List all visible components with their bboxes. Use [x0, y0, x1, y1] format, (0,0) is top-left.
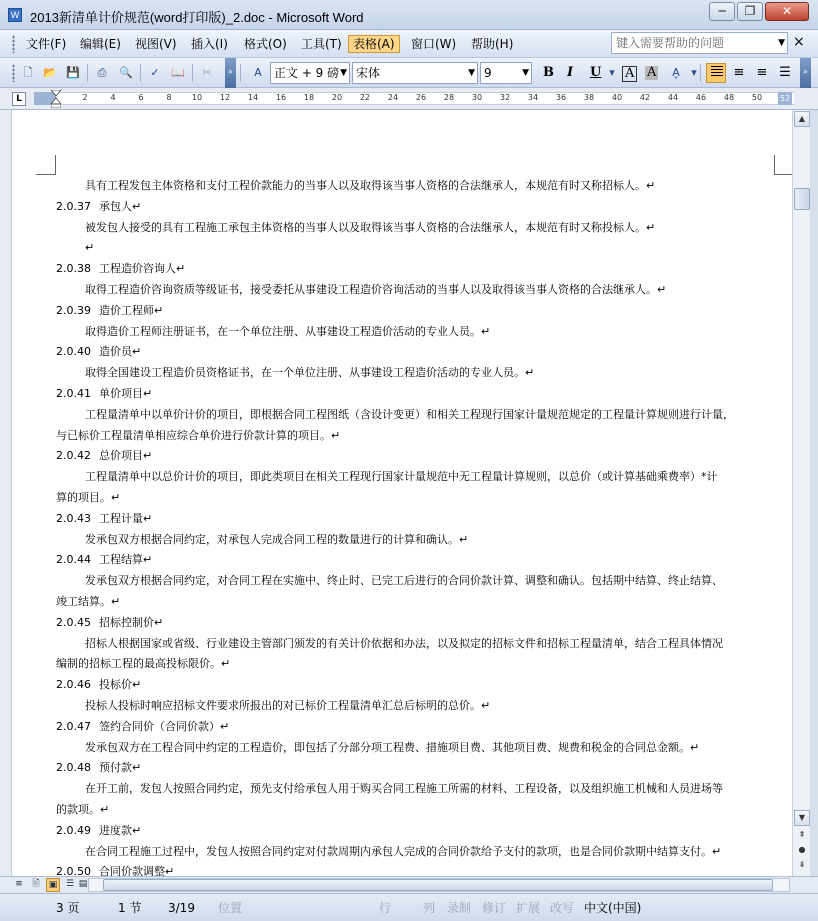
body-text-line: 竣工结算。↵ — [56, 595, 121, 608]
menu-insert[interactable]: 插入(I) — [191, 37, 228, 51]
tab-selector[interactable]: L — [12, 92, 26, 106]
vertical-ruler — [0, 110, 12, 876]
window-title: 2013新清单计价规范(word打印版)_2.doc - Microsoft Word — [30, 10, 364, 25]
window-edge — [810, 110, 818, 876]
document-area[interactable] — [12, 110, 792, 876]
ruler-number: 30 — [471, 93, 483, 102]
clause-number: 2.0.38 — [56, 262, 91, 275]
web-view-icon[interactable]: 🖹 — [32, 879, 40, 889]
ruler-number: 2 — [82, 93, 88, 102]
underline-dropdown-icon[interactable]: ▾ — [609, 66, 615, 79]
clause-number: 2.0.48 — [56, 761, 91, 774]
ruler-number: 10 — [191, 93, 203, 102]
menu-help[interactable]: 帮助(H) — [471, 37, 514, 51]
status-record[interactable]: 录制 — [447, 901, 472, 915]
clause-number: 2.0.39 — [56, 304, 91, 317]
body-text-line: 取得造价工程师注册证书，在一个单位注册、从事建设工程造价活动的专业人员。↵ — [85, 325, 491, 338]
clause-number: 2.0.40 — [56, 345, 91, 358]
clause-number: 2.0.43 — [56, 512, 91, 525]
styles-formatting-icon[interactable]: A — [254, 66, 262, 79]
indent-marker-icon[interactable] — [51, 90, 61, 108]
cut-icon[interactable]: ✂ — [202, 66, 212, 79]
crop-mark — [36, 174, 56, 175]
open-folder-icon[interactable]: 📂 — [43, 66, 57, 79]
ruler-number: 48 — [723, 93, 735, 102]
chevron-down-icon[interactable]: ▼ — [778, 38, 785, 48]
ruler-number: 38 — [583, 93, 595, 102]
clause-title: 造价员↵ — [99, 345, 142, 358]
font-select[interactable] — [352, 62, 478, 84]
horizontal-ruler[interactable] — [0, 88, 818, 110]
normal-view-icon[interactable]: ≡ — [15, 879, 23, 889]
scroll-up-icon[interactable]: ▲ — [794, 111, 810, 127]
toolbar-separator — [700, 64, 701, 82]
ruler-number: 8 — [166, 93, 172, 102]
body-text-line: 发承包双方根据合同约定，对合同工程在实施中、终止时、已完工后进行的合同价款计算、调整和确认。包括期中结算、终止结算、 — [85, 574, 723, 587]
horizontal-scrollbar[interactable] — [88, 878, 790, 892]
align-right-icon[interactable]: ≡ — [756, 65, 768, 80]
body-text-line: 发承包双方在工程合同中约定的工程造价，即包括了分部分项工程费、措施项目费、其他项目费、规费和税金的合同总金额。↵ — [85, 741, 700, 754]
body-text-line: 取得全国建设工程造价员资格证书，在一个单位注册、从事建设工程造价活动的专业人员。↵ — [85, 366, 535, 379]
char-shading-button[interactable]: A — [647, 65, 657, 80]
previous-page-icon[interactable]: ⇞ — [798, 830, 806, 839]
style-select[interactable] — [270, 62, 350, 84]
body-text-line: 投标人投标时响应招标文件要求所报出的对已标价工程量清单汇总后标明的总价。↵ — [85, 699, 491, 712]
status-page: 3 页 — [56, 901, 80, 915]
ruler-number: 18 — [303, 93, 315, 102]
menu-table[interactable]: 表格(A) — [348, 35, 400, 53]
print-icon[interactable]: ⎙ — [97, 66, 107, 79]
clause-title: 招标控制价↵ — [99, 616, 164, 629]
clause-title: 投标价↵ — [99, 678, 142, 691]
clause-number: 2.0.41 — [56, 387, 91, 400]
body-text-line: 招标人根据国家或省级、行业建设主管部门颁发的有关计价依据和办法，以及拟定的招标文件和招标工程量清单，结合工程具体情况 — [85, 637, 723, 650]
justify-icon — [711, 66, 723, 78]
ruler-number: 36 — [555, 93, 567, 102]
menu-file[interactable]: 文件(F) — [26, 37, 67, 51]
clause-title: 总价项目↵ — [99, 449, 153, 462]
body-text-line: ↵ — [85, 241, 95, 254]
body-text-line: 的款项。↵ — [56, 803, 110, 816]
toolbar-separator — [87, 64, 88, 82]
ruler-end-label: 52 — [779, 94, 791, 103]
ruler-number: 26 — [415, 93, 427, 102]
clause-number: 2.0.49 — [56, 824, 91, 837]
scaling-dropdown-icon[interactable]: ▾ — [691, 66, 697, 79]
ruler-number: 50 — [751, 93, 763, 102]
clause-title: 工程计量↵ — [99, 512, 153, 525]
menu-tools[interactable]: 工具(T) — [301, 37, 342, 51]
ruler-number: 16 — [275, 93, 287, 102]
body-text-line: 工程量清单中以单价计价的项目，即根据合同工程图纸（含设计变更）和相关工程现行国家计量规范规定的工程量计算规则进行计量， — [85, 408, 734, 421]
clause-title: 造价工程师↵ — [99, 304, 164, 317]
browse-object-icon[interactable]: ● — [798, 845, 806, 854]
ruler-number: 44 — [667, 93, 679, 102]
crop-mark — [36, 155, 56, 175]
bold-button[interactable]: B — [543, 65, 554, 80]
scroll-down-icon[interactable]: ▼ — [794, 810, 810, 826]
clause-title: 合同价款调整↵ — [99, 865, 175, 876]
status-revise[interactable]: 修订 — [482, 901, 507, 915]
align-center-icon[interactable]: ≡ — [733, 65, 745, 80]
new-document-icon[interactable]: 🗋 — [23, 66, 33, 79]
ruler-number: 4 — [110, 93, 116, 102]
clause-number: 2.0.44 — [56, 553, 91, 566]
status-overwrite[interactable]: 改写 — [550, 901, 575, 915]
status-section: 1 节 — [118, 901, 142, 915]
status-language[interactable]: 中文(中国) — [584, 901, 642, 915]
distributed-align-icon[interactable]: ☰ — [779, 65, 791, 80]
status-line: 行 — [379, 901, 392, 915]
horizontal-scroll-thumb[interactable] — [103, 879, 773, 891]
status-column: 列 — [423, 901, 436, 915]
crop-mark — [774, 155, 775, 175]
ruler-number: 46 — [695, 93, 707, 102]
toolbar-grip[interactable] — [12, 64, 15, 82]
clause-title: 单价项目↵ — [99, 387, 153, 400]
ruler-number: 40 — [611, 93, 623, 102]
help-search-input[interactable] — [611, 32, 788, 54]
vertical-scrollbar[interactable] — [792, 110, 810, 876]
font-size-value: 9 — [484, 66, 492, 80]
ruler-number: 20 — [331, 93, 343, 102]
clause-title: 进度款↵ — [99, 824, 142, 837]
minimize-button[interactable]: ─ — [709, 2, 735, 21]
help-placeholder: 键入需要帮助的问题 — [616, 36, 725, 50]
font-size-select[interactable] — [480, 62, 532, 84]
body-text-line: 被发包人接受的具有工程施工承包主体资格的当事人以及取得该当事人资格的合法继承人，本规范有时又称投标人。↵ — [85, 221, 656, 234]
clause-title: 工程造价咨询人↵ — [99, 262, 186, 275]
toolbar-options-chevron-icon[interactable]: » — [225, 58, 236, 88]
toolbar-options-chevron-icon[interactable]: » — [800, 58, 811, 88]
clause-number: 2.0.50 — [56, 865, 91, 876]
char-border-button[interactable]: A — [622, 66, 637, 82]
clause-title: 预付款↵ — [99, 761, 142, 774]
ruler-number: 32 — [499, 93, 511, 102]
clause-number: 2.0.45 — [56, 616, 91, 629]
body-text-line: 在合同工程施工过程中，发包人按照合同约定对付款周期内承包人完成的合同价款给予支付的款项，也是合同价款期中结算支付。↵ — [85, 845, 722, 858]
close-button[interactable]: ✕ — [765, 2, 809, 21]
body-text-line: 编制的招标工程的最高投标限价。↵ — [56, 657, 231, 670]
research-icon[interactable]: 📖 — [171, 66, 185, 79]
ruler-number: 6 — [138, 93, 144, 102]
body-text-line: 具有工程发包主体资格和支付工程价款能力的当事人以及取得该当事人资格的合法继承人，本规范有时又称招标人。↵ — [85, 179, 656, 192]
outline-view-icon[interactable]: ☰ — [65, 879, 75, 889]
character-scaling-icon[interactable]: A̬ — [672, 66, 680, 79]
document-close-button[interactable]: × — [793, 34, 805, 50]
print-layout-icon[interactable]: ▣ — [46, 878, 60, 892]
chevron-down-icon[interactable]: ▼ — [468, 68, 475, 78]
body-text-line: 在开工前，发包人按照合同约定，预先支付给承包人用于购买合同工程施工所需的材料、工程设备，以及组织施工机械和人员进场等 — [85, 782, 723, 795]
clause-number: 2.0.37 — [56, 200, 91, 213]
chevron-down-icon[interactable]: ▼ — [340, 68, 347, 78]
body-text-line: 与已标价工程量清单相应综合单价进行价款计算的项目。↵ — [56, 429, 341, 442]
toolbar-separator — [240, 64, 241, 82]
font-value: 宋体 — [356, 66, 381, 80]
style-value: 正文 + 9 磅 — [274, 66, 340, 80]
body-text-line: 取得工程造价咨询资质等级证书，接受委托从事建设工程造价咨询活动的当事人以及取得该当事人资格的合法继承人。↵ — [85, 283, 667, 296]
clause-title: 承包人↵ — [99, 200, 142, 213]
menu-edit[interactable]: 编辑(E) — [80, 37, 121, 51]
status-extend[interactable]: 扩展 — [516, 901, 541, 915]
title-bar — [0, 0, 818, 30]
crop-mark — [774, 174, 792, 175]
menubar-grip[interactable] — [12, 35, 15, 53]
clause-number: 2.0.46 — [56, 678, 91, 691]
ruler-number: 28 — [443, 93, 455, 102]
toolbar-separator — [192, 64, 193, 82]
underline-button[interactable]: U — [590, 65, 602, 80]
chevron-down-icon[interactable]: ▼ — [522, 68, 529, 78]
ruler-number: 34 — [527, 93, 539, 102]
body-text-line: 算的项目。↵ — [56, 491, 121, 504]
toolbar-separator — [140, 64, 141, 82]
menu-format[interactable]: 格式(O) — [244, 37, 287, 51]
next-page-icon[interactable]: ⇟ — [798, 860, 806, 869]
clause-number: 2.0.42 — [56, 449, 91, 462]
ruler-number: 42 — [639, 93, 651, 102]
status-position: 位置 — [218, 901, 243, 915]
menu-window[interactable]: 窗口(W) — [411, 37, 457, 51]
formatting-toolbar — [0, 58, 818, 88]
spelling-icon[interactable]: ✓ — [150, 66, 160, 79]
clause-number: 2.0.47 — [56, 720, 91, 733]
body-text-line: 发承包双方根据合同约定，对承包人完成合同工程的数量进行的计算和确认。↵ — [85, 533, 469, 546]
reading-view-icon[interactable]: ▤ — [78, 879, 88, 889]
status-page-of: 3/19 — [168, 901, 195, 915]
ruler-number: 22 — [359, 93, 371, 102]
word-doc-icon[interactable]: W — [8, 8, 22, 22]
save-icon[interactable]: 💾 — [66, 66, 80, 79]
print-preview-icon[interactable]: 🔍 — [119, 66, 133, 79]
ruler-track — [34, 92, 794, 105]
restore-button[interactable]: ❐ — [737, 2, 763, 21]
ruler-number: 24 — [387, 93, 399, 102]
ruler-number: 14 — [247, 93, 259, 102]
ruler-number: 12 — [219, 93, 231, 102]
menu-view[interactable]: 视图(V) — [135, 37, 177, 51]
clause-title: 签约合同价（合同价款）↵ — [99, 720, 230, 733]
view-bar — [0, 876, 818, 893]
body-text-line: 工程量清单中以总价计价的项目，即此类项目在相关工程现行国家计量规范中无工程量计算规则，以总价（或计算基础乘费率）*计 — [85, 470, 718, 483]
clause-title: 工程结算↵ — [99, 553, 153, 566]
scroll-thumb[interactable] — [794, 188, 810, 210]
status-bar — [0, 893, 818, 921]
italic-button[interactable]: I — [567, 65, 574, 80]
